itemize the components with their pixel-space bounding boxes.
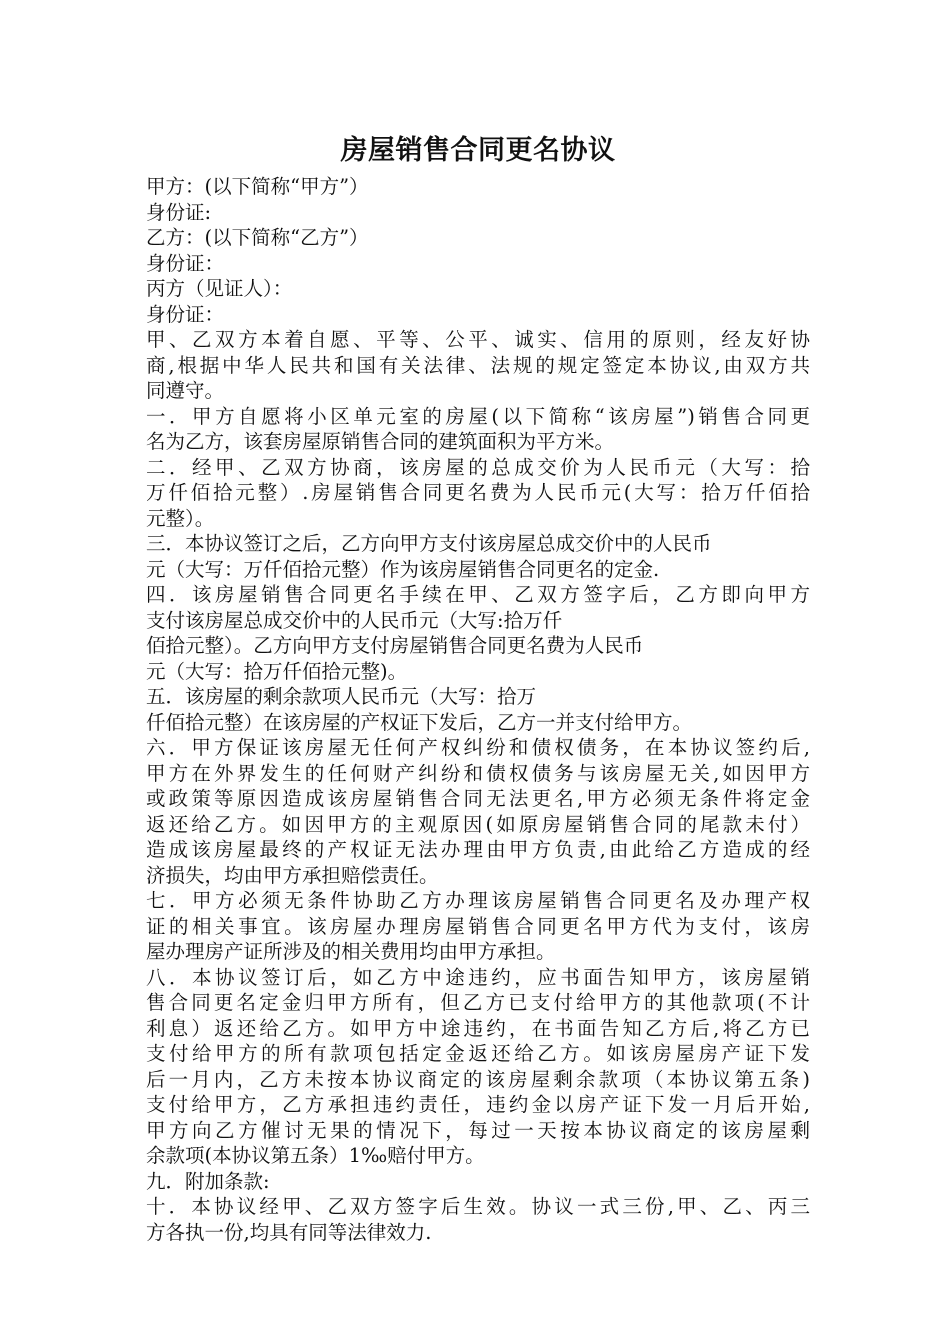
document-page bbox=[146, 128, 810, 1245]
document-line: 五．该房屋的剩余款项人民币元（大写：拾万 bbox=[146, 685, 537, 708]
document-line: 六．甲方保证该房屋无任何产权纠纷和债权债务，在本协议签约后, bbox=[146, 736, 810, 759]
document-line: 同遵守。 bbox=[146, 379, 225, 402]
document-line: 元（大写：万仟佰拾元整）作为该房屋销售合同更名的定金. bbox=[146, 557, 660, 581]
document-line: 支付给甲方，乙方承担违约责任，违约金以房产证下发一月后开始, bbox=[146, 1093, 810, 1116]
document-line: 造成该房屋最终的产权证无法办理由甲方负责,由此给乙方造成的经 bbox=[146, 838, 810, 861]
document-line: 八．本协议签订后，如乙方中途违约，应书面告知甲方，该房屋销 bbox=[146, 965, 810, 989]
document-line: 支付该房屋总成交价中的人民币元（大写:拾万仟 bbox=[146, 608, 563, 632]
document-line: 证的相关事宜。该房屋办理房屋销售合同更名甲方代为支付，该房 bbox=[146, 914, 810, 938]
document-line: 方各执一份,均具有同等法律效力. bbox=[146, 1220, 432, 1244]
document-line: 十．本协议经甲、乙双方签字后生效。协议一式三份,甲、乙、丙三 bbox=[146, 1195, 810, 1218]
document-line: 甲方：(以下简称“甲方”） bbox=[146, 175, 369, 198]
document-body bbox=[146, 174, 810, 1245]
document-line: 万仟佰拾元整）.房屋销售合同更名费为人民币元(大写：拾万仟佰拾 bbox=[146, 481, 810, 504]
document-line: 售合同更名定金归甲方所有，但乙方已支付给甲方的其他款项(不计 bbox=[146, 991, 810, 1014]
document-line: 或政策等原因造成该房屋销售合同无法更名,甲方必须无条件将定金 bbox=[146, 787, 810, 810]
document-line: 甲、乙双方本着自愿、平等、公平、诚实、信用的原则，经友好协 bbox=[146, 328, 810, 351]
document-line: 九．附加条款: bbox=[146, 1169, 270, 1193]
document-line: 乙方：(以下简称“乙方”） bbox=[146, 226, 369, 249]
document-line: 元（大写：拾万仟佰拾元整)。 bbox=[146, 659, 408, 683]
document-line: 身份证： bbox=[146, 251, 225, 275]
document-line: 丙方（见证人）： bbox=[146, 277, 293, 300]
document-line: 一．甲方自愿将小区单元室的房屋(以下简称“该房屋”)销售合同更 bbox=[146, 404, 810, 428]
document-line: 甲方向乙方催讨无果的情况下，每过一天按本协议商定的该房屋剩 bbox=[146, 1118, 810, 1142]
document-line: 身份证： bbox=[146, 302, 225, 326]
document-title: 房屋销售合同更名协议 bbox=[340, 135, 616, 166]
document-line: 身份证: bbox=[146, 200, 212, 224]
document-line: 名为乙方，该套房屋原销售合同的建筑面积为平方米。 bbox=[146, 430, 615, 453]
document-line: 二．经甲、乙双方协商，该房屋的总成交价为人民币元（大写：拾 bbox=[146, 455, 810, 479]
document-line: 佰拾元整）。乙方向甲方支付房屋销售合同更名费为人民币 bbox=[146, 634, 644, 657]
document-line: 余款项(本协议第五条）1‰赔付甲方。 bbox=[146, 1144, 485, 1167]
document-line: 后一月内，乙方未按本协议商定的该房屋剩余款项（本协议第五条) bbox=[146, 1067, 810, 1091]
document-line: 三．本协议签订之后，乙方向甲方支付该房屋总成交价中的人民币 bbox=[146, 532, 712, 555]
document-line: 甲方在外界发生的任何财产纠纷和债权债务与该房屋无关,如因甲方 bbox=[146, 761, 810, 785]
document-line: 元整）。 bbox=[146, 506, 215, 530]
document-line: 商,根据中华人民共和国有关法律、法规的规定签定本协议,由双方共 bbox=[146, 353, 810, 377]
document-line: 屋办理房产证所涉及的相关费用均由甲方承担。 bbox=[146, 940, 556, 963]
document-line: 返还给乙方。如因甲方的主观原因(如原房屋销售合同的尾款未付） bbox=[146, 812, 810, 836]
document-line: 四．该房屋销售合同更名手续在甲、乙双方签字后，乙方即向甲方 bbox=[146, 583, 810, 606]
document-line: 济损失，均由甲方承担赔偿责任。 bbox=[146, 863, 439, 887]
document-line: 仟佰拾元整）在该房屋的产权证下发后，乙方一并支付给甲方。 bbox=[146, 710, 693, 734]
document-line: 七．甲方必须无条件协助乙方办理该房屋销售合同更名及办理产权 bbox=[146, 889, 810, 912]
document-line: 利息）返还给乙方。如甲方中途违约，在书面告知乙方后,将乙方已 bbox=[146, 1016, 810, 1040]
document-line: 支付给甲方的所有款项包括定金返还给乙方。如该房屋房产证下发 bbox=[146, 1042, 810, 1065]
